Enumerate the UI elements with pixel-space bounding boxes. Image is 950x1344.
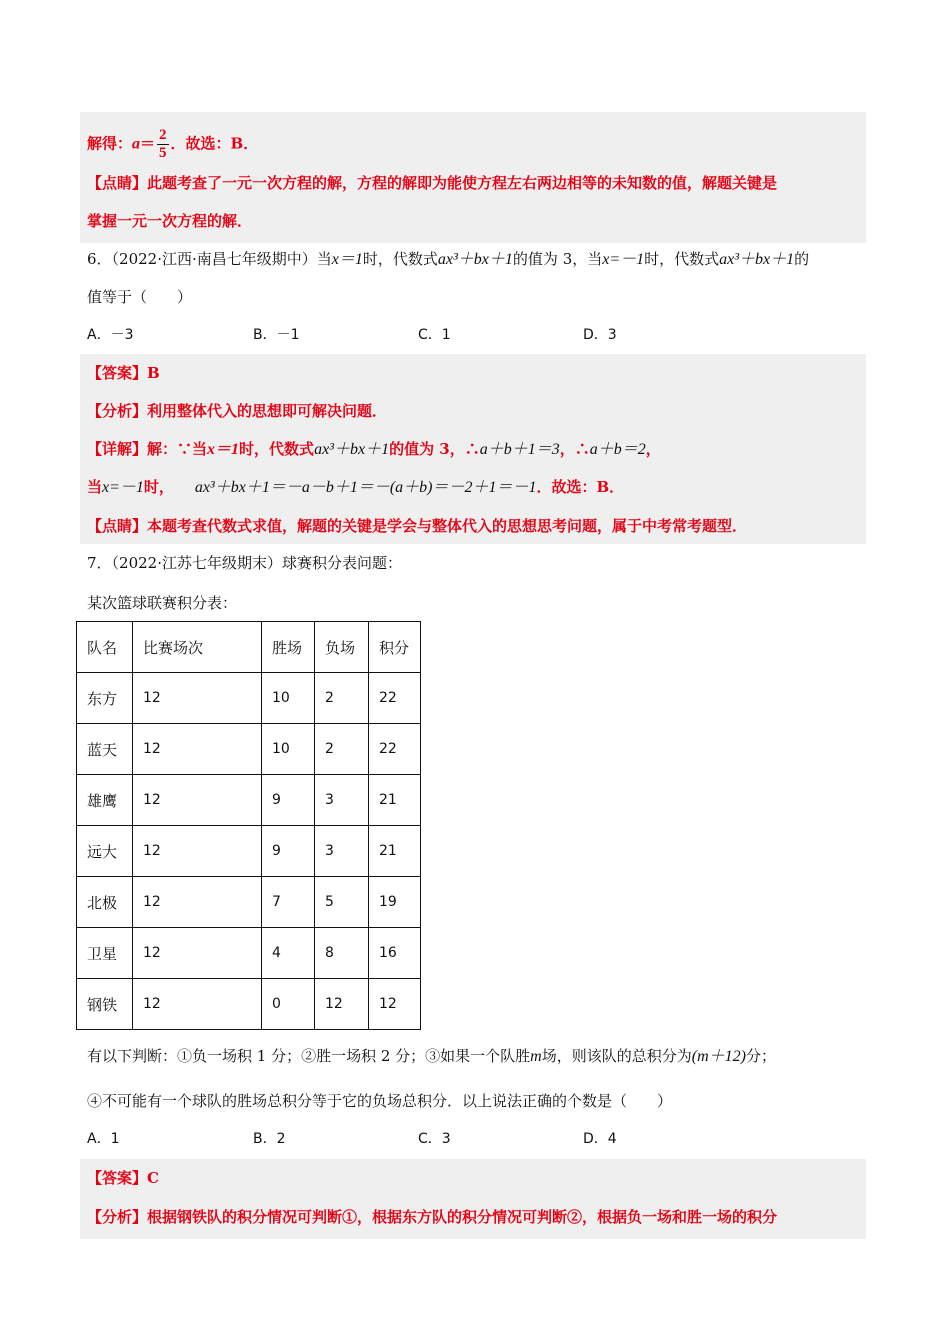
option-text: 3 — [607, 327, 617, 343]
q6-source: （2022·江西·南昌七年级期中） — [111, 250, 317, 268]
cell-wins: 9 — [262, 826, 315, 877]
q6-detail-line2 — [87, 476, 624, 499]
option-text: －1 — [276, 327, 300, 343]
q6-detail-eq3: ax³＋bx＋1＝－a－b＋1＝－(a＋b)＝－2＋1＝－1 — [194, 479, 537, 496]
q7-source: （2022·江苏七年级期末） — [111, 554, 282, 572]
cell-points: 21 — [369, 826, 421, 877]
cell-team: 北极 — [77, 877, 133, 928]
q6-detail-x: x＝1 — [207, 441, 240, 458]
dianjing-text-2: 掌握一元一次方程的解． — [87, 212, 253, 230]
q7-answer-line — [87, 1167, 159, 1189]
cell-team: 远大 — [77, 826, 133, 877]
q7-analysis: 根据钢铁队的积分情况可判断①，根据东方队的积分情况可判断②，根据负一场和胜一场的积分 — [147, 1208, 778, 1226]
q6-analysis-line — [87, 400, 387, 422]
cell-team: 卫星 — [77, 928, 133, 979]
cell-losses: 2 — [315, 673, 369, 724]
cell-losses: 12 — [315, 979, 369, 1030]
q6-stem-line1 — [87, 248, 809, 271]
q6-expression: ax³＋bx＋1 — [719, 251, 795, 268]
header-wins: 胜场 — [262, 622, 315, 673]
solve-prefix: 解得： — [87, 134, 133, 153]
q7-option-c — [418, 1128, 451, 1150]
table-row — [77, 775, 421, 826]
option-label: C． — [418, 327, 442, 343]
cell-losses: 2 — [315, 724, 369, 775]
q7-judge-text: 分； — [745, 1047, 776, 1065]
q6-detail-text: ， — [645, 440, 661, 458]
q6-detail-text: ，∴ — [559, 440, 590, 458]
cell-losses: 5 — [315, 877, 369, 928]
q6-detail-line1 — [87, 438, 661, 461]
cell-wins: 10 — [262, 673, 315, 724]
q6-x-eq-neg1: x=－1 — [602, 251, 645, 268]
q7-option-b — [253, 1128, 286, 1150]
q7-judge-expr: (m＋12) — [691, 1048, 746, 1065]
q7-judge-line1 — [87, 1045, 776, 1068]
cell-wins: 10 — [262, 724, 315, 775]
header-losses: 负场 — [315, 622, 369, 673]
q7-number: 7． — [87, 554, 112, 572]
q6-analysis: 利用整体代入的思想即可解决问题． — [147, 402, 388, 420]
q6-x-eq-1: x＝1 — [331, 251, 363, 268]
table-header-row — [77, 622, 421, 673]
cell-games: 12 — [133, 928, 262, 979]
fraction-two-fifths — [157, 127, 169, 162]
header-points: 积分 — [369, 622, 421, 673]
answer-tag: 【答案】 — [87, 364, 148, 382]
cell-wins: 9 — [262, 775, 315, 826]
equals-sign: ＝ — [140, 134, 156, 153]
header-team: 队名 — [77, 622, 133, 673]
cell-points: 16 — [369, 928, 421, 979]
option-text: 1 — [441, 327, 451, 343]
option-text: 1 — [110, 1131, 120, 1147]
q7-analysis-line — [87, 1206, 777, 1228]
q6-expression: ax³＋bx＋1 — [437, 251, 513, 268]
var-a: a — [132, 135, 141, 153]
cell-games: 12 — [133, 724, 262, 775]
option-text: 4 — [607, 1131, 617, 1147]
cell-team: 东方 — [77, 673, 133, 724]
prev-solution-line — [87, 127, 258, 162]
dianjing-tag: 【点睛】 — [87, 174, 148, 192]
option-text: 3 — [441, 1131, 451, 1147]
q7-judge-text-2: ④不可能有一个球队的胜场总积分等于它的负场总积分．以上说法正确的个数是（ ） — [87, 1092, 673, 1110]
table-row — [77, 979, 421, 1030]
q6-option-b — [253, 324, 300, 346]
fraction-denominator: 5 — [159, 145, 167, 161]
analysis-tag: 【分析】 — [87, 1208, 148, 1226]
q6-stem-text: 时，代数式 — [644, 250, 720, 268]
prev-dianjing-line1 — [87, 172, 777, 194]
option-label: B． — [253, 327, 277, 343]
q6-detail-x-neg1: x=－1 — [102, 479, 144, 496]
cell-losses: 3 — [315, 826, 369, 877]
option-text: －3 — [110, 327, 134, 343]
q6-detail-eq2: a＋b＝2 — [589, 441, 646, 458]
detail-tag: 【详解】 — [87, 440, 148, 458]
table-row — [77, 877, 421, 928]
prev-dianjing-line2 — [87, 210, 252, 232]
q6-detail-text: 当 — [87, 478, 103, 496]
q6-option-c — [418, 324, 451, 346]
option-label: D． — [583, 327, 608, 343]
fraction-numerator: 2 — [159, 127, 167, 143]
q6-detail-text: 时， — [143, 478, 174, 496]
q7-stem-line — [87, 552, 402, 574]
dianjing-text: 此题考查了一元一次方程的解，方程的解即为能使方程左右两边相等的未知数的值，解题关键是 — [147, 174, 778, 192]
q6-stem-text: 当 — [316, 250, 332, 268]
q7-judge-text: 场，则该队的总积分为 — [541, 1047, 692, 1065]
q6-dianjing: 本题考查代数式求值，解题的关键是学会与整体代入的思想思考问题，属于中考常考题型． — [147, 517, 748, 535]
cell-games: 12 — [133, 775, 262, 826]
cell-games: 12 — [133, 826, 262, 877]
option-label: A． — [87, 327, 111, 343]
q6-answer-line — [87, 362, 160, 384]
q7-judge-line2 — [87, 1090, 672, 1112]
option-label: A． — [87, 1131, 111, 1147]
q6-detail-text: 的值为 3，∴ — [389, 440, 480, 458]
score-table — [76, 621, 421, 1030]
q6-detail-choice: ．故选：B． — [536, 478, 625, 496]
analysis-tag: 【分析】 — [87, 402, 148, 420]
q6-dianjing-line — [87, 515, 747, 537]
q6-detail-text: 时，代数式 — [239, 440, 315, 458]
q6-number: 6． — [87, 250, 112, 268]
cell-losses: 3 — [315, 775, 369, 826]
cell-team: 雄鹰 — [77, 775, 133, 826]
cell-games: 12 — [133, 877, 262, 928]
cell-wins: 7 — [262, 877, 315, 928]
q6-stem-line2 — [87, 286, 192, 308]
q7-answer: C — [147, 1169, 159, 1187]
q7-option-d — [583, 1128, 617, 1150]
cell-points: 22 — [369, 724, 421, 775]
table-row — [77, 673, 421, 724]
header-games: 比赛场次 — [133, 622, 262, 673]
prev-choice: ．故选：B． — [170, 134, 259, 153]
q6-detail-expr: ax³＋bx＋1 — [314, 441, 390, 458]
option-label: B． — [253, 1131, 277, 1147]
q7-table-title — [87, 592, 237, 614]
table-row — [77, 928, 421, 979]
cell-team: 钢铁 — [77, 979, 133, 1030]
q7-option-a — [87, 1128, 120, 1150]
option-label: C． — [418, 1131, 442, 1147]
dianjing-tag: 【点睛】 — [87, 517, 148, 535]
cell-losses: 8 — [315, 928, 369, 979]
cell-games: 12 — [133, 979, 262, 1030]
q6-stem-text: 时，代数式 — [362, 250, 438, 268]
cell-wins: 4 — [262, 928, 315, 979]
q6-answer: B — [147, 364, 160, 382]
cell-games: 12 — [133, 673, 262, 724]
cell-points: 22 — [369, 673, 421, 724]
cell-points: 19 — [369, 877, 421, 928]
q6-stem-text-2: 值等于（ ） — [87, 288, 193, 306]
option-label: D． — [583, 1131, 608, 1147]
cell-wins: 0 — [262, 979, 315, 1030]
cell-points: 12 — [369, 979, 421, 1030]
q6-stem-text: 的值为 3，当 — [512, 250, 603, 268]
q6-stem-text: 的 — [794, 250, 810, 268]
option-text: 2 — [276, 1131, 286, 1147]
q7-stem: 球赛积分表问题： — [282, 554, 403, 572]
q7-judge-text: 有以下判断：①负一场积 1 分；②胜一场积 2 分；③如果一个队胜 — [87, 1047, 531, 1065]
q6-option-d — [583, 324, 617, 346]
q7-var-m: m — [530, 1048, 542, 1065]
table-title: 某次篮球联赛积分表： — [87, 594, 238, 612]
cell-team: 蓝天 — [77, 724, 133, 775]
table-row — [77, 826, 421, 877]
q6-detail-text: 解：∵当 — [147, 440, 208, 458]
q6-option-a — [87, 324, 134, 346]
cell-points: 21 — [369, 775, 421, 826]
table-row — [77, 724, 421, 775]
answer-tag: 【答案】 — [87, 1169, 148, 1187]
q6-detail-eq1: a＋b＋1＝3 — [479, 441, 560, 458]
